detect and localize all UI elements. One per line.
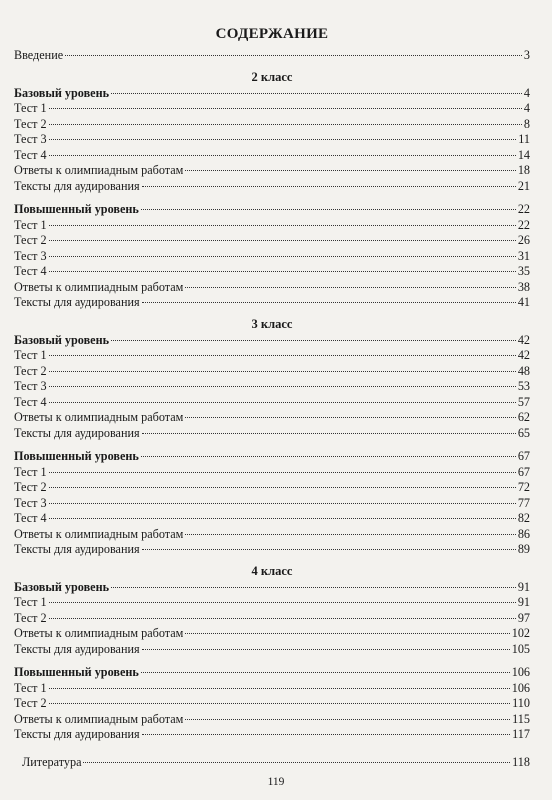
toc-title: СОДЕРЖАНИЕ (215, 26, 329, 42)
dot-leader (49, 256, 516, 257)
toc-entry (14, 295, 530, 311)
toc-entry-page: 91 (517, 595, 530, 609)
toc-entry-label: Тест 1 (14, 680, 47, 695)
toc-entry-label: Базовый уровень (14, 332, 110, 347)
toc-entry (14, 101, 530, 117)
toc-entry-label: Тест 2 (14, 696, 47, 710)
toc-entry-page: 82 (517, 511, 530, 525)
page-number: 119 (267, 776, 285, 788)
toc-entry (14, 395, 530, 411)
toc-level-heading (14, 86, 530, 102)
dot-leader (49, 386, 516, 387)
toc-entry-page: 22 (517, 202, 530, 216)
toc-entry (14, 681, 530, 697)
toc-entry (14, 348, 530, 364)
toc-entry-page: 89 (517, 542, 530, 556)
toc-level-heading (14, 580, 530, 596)
toc-entry-label: Тексты для аудирования (14, 295, 140, 309)
toc-entry-page: 105 (511, 641, 530, 656)
toc-entry-page: 67 (517, 464, 530, 479)
dot-leader (49, 703, 511, 704)
toc-entry (14, 511, 530, 527)
toc-entry-label: Ответы к олимпиадным работам (14, 163, 184, 177)
toc-entry-page: 3 (523, 48, 530, 62)
toc-entry (14, 163, 530, 179)
toc-entry-label: Тест 1 (14, 348, 47, 362)
toc-entry-page: 8 (523, 116, 530, 131)
toc-entry-page: 41 (517, 295, 530, 309)
class-heading: 3 класс (251, 316, 293, 331)
toc-entry (14, 218, 530, 234)
toc-entry-label: Ответы к олимпиадным работам (14, 526, 184, 541)
dot-leader (49, 487, 516, 488)
toc-entry (14, 364, 530, 380)
toc-entry-page: 106 (511, 665, 530, 679)
toc-entry (14, 132, 530, 148)
dot-leader (83, 762, 510, 763)
toc-entry (14, 712, 530, 728)
toc-entry-label: Тест 3 (14, 495, 47, 510)
toc-entry-page: 57 (517, 394, 530, 409)
toc-entry-label: Повышенный уровень (14, 449, 139, 463)
toc-entry-page: 21 (517, 178, 530, 193)
toc-entry (14, 410, 530, 426)
toc-level-heading (14, 202, 530, 218)
toc-entry-page: 62 (517, 410, 530, 424)
toc-entry (14, 465, 530, 481)
toc-entry-label: Тест 2 (14, 233, 47, 247)
toc-entry-page: 91 (517, 579, 530, 594)
dot-leader (111, 340, 516, 341)
toc-entry (14, 727, 530, 743)
dot-leader (142, 549, 516, 550)
toc-entry-page: 31 (517, 248, 530, 263)
toc-entry-page: 22 (517, 217, 530, 232)
dot-leader (111, 93, 522, 94)
toc-entry (14, 280, 530, 296)
toc-entry (14, 148, 530, 164)
dot-leader (65, 55, 522, 56)
toc-entry-page: 4 (523, 101, 530, 115)
toc-entry-page: 110 (512, 696, 530, 710)
dot-leader (141, 672, 510, 673)
toc-entry-label: Базовый уровень (14, 579, 110, 594)
dot-leader (49, 355, 516, 356)
toc-entry-label: Ответы к олимпиадным работам (14, 279, 184, 294)
toc-entry-label: Тест 4 (14, 147, 47, 162)
toc-entry-label: Тексты для аудирования (14, 425, 140, 440)
toc-entry-label: Базовый уровень (14, 85, 110, 100)
toc-entry-page: 117 (512, 727, 530, 741)
toc-entry-label: Повышенный уровень (14, 665, 139, 679)
dot-leader (185, 719, 510, 720)
toc-entry-page: 26 (517, 233, 530, 247)
toc-entry-page: 42 (517, 348, 530, 362)
dot-leader (185, 287, 515, 288)
toc-entry (14, 542, 530, 558)
toc-entry (14, 426, 530, 442)
class-heading: 2 класс (251, 69, 293, 84)
dot-leader (49, 271, 516, 272)
toc-entry (14, 642, 530, 658)
toc-entry-page: 86 (517, 526, 530, 541)
toc-entry-label: Тест 1 (14, 595, 47, 609)
toc-entry-page: 72 (517, 480, 530, 494)
toc-entry-label: Ответы к олимпиадным работам (14, 626, 184, 640)
toc-entry-label: Тест 3 (14, 379, 47, 393)
toc-entry-label: Тексты для аудирования (14, 542, 140, 556)
dot-leader (49, 402, 516, 403)
toc-entry-label: Литература (22, 754, 82, 769)
dot-leader (142, 433, 516, 434)
toc-entry-label: Тест 3 (14, 248, 47, 263)
toc-classes (14, 68, 530, 743)
toc-entry-label: Тексты для аудирования (14, 178, 140, 193)
dot-leader (49, 503, 516, 504)
toc-entry-label: Тексты для аудирования (14, 727, 140, 741)
dot-leader (142, 186, 516, 187)
toc-entry-label: Ответы к олимпиадным работам (14, 711, 184, 726)
dot-leader (49, 688, 510, 689)
dot-leader (141, 456, 516, 457)
toc-entry (14, 480, 530, 496)
toc-entry-label: Тест 1 (14, 464, 47, 479)
toc-entry-label: Тест 2 (14, 116, 47, 131)
toc-entry-label: Тест 4 (14, 264, 47, 278)
toc-entry-label: Тест 3 (14, 132, 47, 146)
toc-entry-label: Тест 1 (14, 101, 47, 115)
dot-leader (111, 587, 516, 588)
toc-entry-label: Повышенный уровень (14, 202, 139, 216)
toc-entry-page: 18 (517, 163, 530, 177)
dot-leader (185, 633, 509, 634)
dot-leader (49, 108, 522, 109)
toc-entry-page: 118 (512, 754, 530, 769)
dot-leader (49, 472, 516, 473)
toc-entry (14, 117, 530, 133)
toc-page (14, 24, 530, 770)
toc-entry-label: Введение (14, 48, 64, 62)
dot-leader (49, 155, 516, 156)
toc-entry-label: Тест 2 (14, 363, 47, 378)
toc-entry-page: 65 (517, 425, 530, 440)
toc-entry-page: 115 (512, 711, 530, 726)
toc-entry-page: 106 (511, 680, 530, 695)
dot-leader (49, 225, 516, 226)
toc-entry (14, 696, 530, 712)
toc-entry-page: 4 (523, 85, 530, 100)
dot-leader (49, 371, 516, 372)
toc-level-heading (14, 449, 530, 465)
dot-leader (49, 139, 517, 140)
dot-leader (142, 649, 510, 650)
toc-entry-page: 67 (517, 449, 530, 463)
toc-entry-page: 14 (517, 147, 530, 162)
toc-entry-page: 42 (517, 332, 530, 347)
dot-leader (185, 170, 515, 171)
toc-entry (14, 611, 530, 627)
toc-entry-label: Тексты для аудирования (14, 641, 140, 656)
dot-leader (142, 734, 511, 735)
dot-leader (185, 534, 515, 535)
toc-entry-label: Ответы к олимпиадным работам (14, 410, 184, 424)
toc-entry-label: Тест 2 (14, 610, 47, 625)
toc-entry-page: 38 (517, 279, 530, 294)
toc-entry (14, 626, 530, 642)
dot-leader (185, 417, 515, 418)
toc-entry-label: Тест 2 (14, 480, 47, 494)
toc-entry (14, 264, 530, 280)
class-heading: 4 класс (251, 563, 293, 578)
toc-level-heading (14, 665, 530, 681)
toc-entry-label: Тест 4 (14, 511, 47, 525)
toc-entry-intro (14, 48, 530, 64)
toc-entry (14, 379, 530, 395)
dot-leader (49, 124, 522, 125)
dot-leader (49, 518, 516, 519)
toc-entry (14, 496, 530, 512)
toc-entry-page: 77 (517, 495, 530, 510)
toc-entry-label: Тест 4 (14, 394, 47, 409)
toc-entry-page: 53 (517, 379, 530, 393)
toc-entry-page: 102 (511, 626, 530, 640)
toc-entry-page: 97 (517, 610, 530, 625)
toc-entry-page: 48 (517, 363, 530, 378)
dot-leader (49, 618, 516, 619)
dot-leader (141, 209, 516, 210)
dot-leader (49, 602, 516, 603)
toc-entry (14, 595, 530, 611)
toc-entry (14, 179, 530, 195)
toc-entry-page: 11 (518, 132, 530, 146)
toc-level-heading (14, 333, 530, 349)
dot-leader (142, 302, 516, 303)
dot-leader (49, 240, 516, 241)
toc-entry-page: 35 (517, 264, 530, 278)
toc-entry (14, 527, 530, 543)
toc-entry-literature (14, 755, 530, 771)
toc-entry (14, 233, 530, 249)
toc-entry (14, 249, 530, 265)
toc-entry-label: Тест 1 (14, 217, 47, 232)
